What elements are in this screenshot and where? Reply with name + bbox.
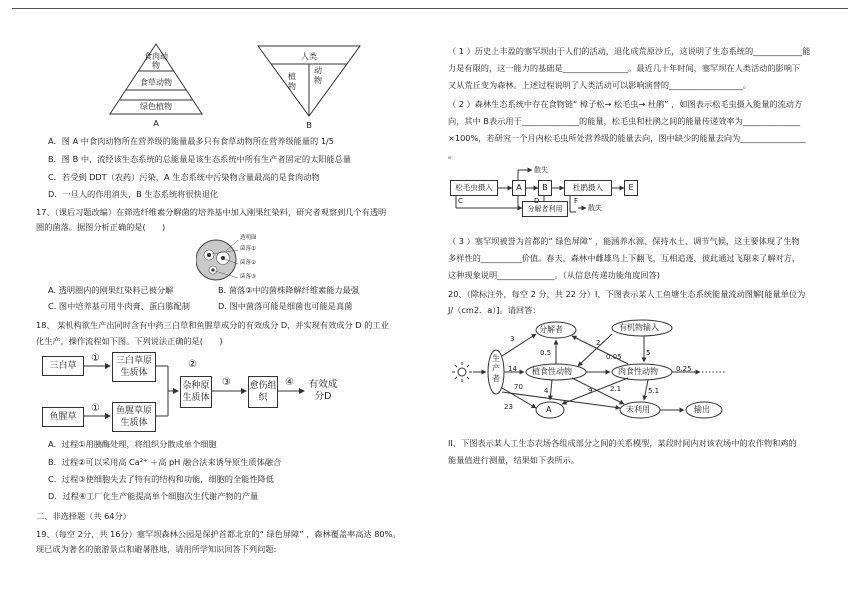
pyramid-a-label: A bbox=[153, 118, 159, 128]
value-70: 70 bbox=[514, 383, 523, 391]
q19-p3-line-2: 多样性的__________价值。春天，森林中雌雄鸟上下翻飞，互相追逐，彼此通过飞翔来了解对方， bbox=[448, 253, 801, 263]
q19-p3-line-1: （ 3 ）塞罕坝被誉为首都的“ 绿色屏障” ，能涵养水源、保持水土、调节气候，这主要体现了生物 bbox=[448, 236, 800, 246]
q19-energy-flow bbox=[450, 160, 650, 226]
value-4: 4 bbox=[544, 387, 549, 395]
value-14: 14 bbox=[508, 365, 517, 373]
pyramid-b-right: 动物 bbox=[314, 66, 322, 85]
node-organic-input: 有机物输入 bbox=[619, 323, 659, 332]
q19-p2-line-3: ×100%，若研究一个月内松毛虫所处营养级的能量去向，图中缺少的能量去向为________________ bbox=[448, 133, 806, 143]
box-hybrid-protoplast: 杂种原生质体 bbox=[180, 376, 212, 408]
flow-box-e: E bbox=[624, 180, 638, 196]
q16-option-a: A．图 A 中食肉动物所在营养级的能量最多只有食草动物所在营养级能量的 1/5 bbox=[48, 136, 334, 146]
q20-part2-line-2: 能量值进行测量，结果如下表所示。 bbox=[448, 455, 580, 465]
node-herbivore: 植食性动物 bbox=[532, 367, 572, 376]
value-23: 23 bbox=[504, 403, 513, 411]
box-herb-1: 三白草 bbox=[42, 356, 84, 376]
value-2-1: 2.1 bbox=[610, 385, 622, 393]
pyramid-b bbox=[254, 40, 364, 132]
pyramid-b-top: 人类 bbox=[301, 52, 317, 61]
q18-stem-2: 化生产，操作流程如下图。下列说法正确的是( ) bbox=[36, 336, 223, 346]
box-product-d: 有效成分D bbox=[306, 376, 340, 406]
flow-box-intake: 松毛虫摄入 bbox=[450, 180, 498, 196]
value-5: 5 bbox=[646, 349, 651, 357]
q19-stem-1: 19、（每空 2分，共 16分）塞罕坝森林公园是保护首都北京的“ 绿色屏障” ，森林覆盖率高达 80%。 bbox=[36, 529, 401, 539]
q18-option-a: A．过程①用胰酶处理，将组织分散成单个细胞 bbox=[48, 439, 217, 449]
value-0-25: 0.25 bbox=[676, 365, 692, 373]
flow-label-d: D bbox=[534, 197, 540, 205]
q18-stem-1: 18、 某机构欲生产出同时含有中药三白草和鱼腥草成分的有效成分 D，并实现有效成分 D 的工业 bbox=[36, 320, 389, 330]
sun-icon bbox=[452, 362, 472, 382]
q20-stem-2: J/（cm2．a）]。请回答： bbox=[448, 305, 541, 315]
q16-option-c: C．若受到 DDT（农药）污染，A 生态系统中污染物含量最高的是食肉动物 bbox=[48, 172, 320, 182]
q19-p1-line-3: 又从荒丘变为森林。上述过程说明了人类活动可以影响演替的__________________。 bbox=[448, 80, 751, 90]
pyramid-a bbox=[96, 40, 216, 132]
value-0-05: 0.05 bbox=[606, 353, 622, 361]
q17-option-c: C. 图中培养基可用牛肉膏、蛋白胨配制 bbox=[48, 301, 190, 311]
pyramid-a-mid: 食草动物 bbox=[140, 78, 172, 87]
pyramid-a-bottom: 绿色植物 bbox=[140, 102, 172, 111]
step-2: ② bbox=[188, 359, 197, 370]
node-decomposer: 分解者 bbox=[539, 325, 563, 334]
q17-option-d: D. 图中菌落可能是细菌也可能是真菌 bbox=[218, 301, 353, 311]
flow-loss-top: 散失 bbox=[534, 166, 548, 174]
dish-label-colony-1: 菌落① bbox=[240, 246, 256, 252]
value-3: 3 bbox=[510, 335, 515, 343]
q16-option-b: B．图 B 中，流经该生态系统的总能量是该生态系统中所有生产者固定的太阳能总量 bbox=[48, 154, 352, 164]
box-callus: 愈伤组织 bbox=[248, 376, 278, 408]
q17-option-b: B. 菌落②中的菌株降解纤维素能力最强 bbox=[218, 285, 359, 295]
value-0-5: 0.5 bbox=[540, 349, 552, 357]
q19-p2-line-2: 向，其中 B表示用于______________的能量，松毛虫和杜鹃之间的能量传递效率为______________ bbox=[448, 116, 801, 126]
q19-p3-line-3: 这种现象说明______________。（从信息传递功能角度回答) bbox=[448, 270, 660, 280]
q19-stem-2: 现已成为著名的旅游景点和避暑胜地，请用所学知识回答下列问题: bbox=[36, 544, 277, 554]
q17-stem-1: 17、（课后习题改编）在筛选纤维素分解菌的培养基中加入刚果红染料，研究者观察到几个有透明 bbox=[36, 207, 387, 217]
flow-box-dujuan-intake: 杜鹃摄入 bbox=[564, 180, 612, 196]
section-2-heading: 二、非选择题（共 64分） bbox=[36, 511, 131, 521]
q20-ecosystem-diagram bbox=[452, 318, 732, 422]
flow-label-f: F bbox=[574, 197, 579, 205]
pyramid-b-label: B bbox=[306, 120, 312, 130]
dish-label-colony-3: 菌落③ bbox=[240, 274, 256, 280]
q19-p2-tail: 。 bbox=[448, 150, 457, 160]
top-rule bbox=[12, 8, 848, 9]
node-carnivore: 肉食性动物 bbox=[618, 367, 658, 376]
pyramid-b-mid: 植物 bbox=[288, 72, 296, 91]
q19-p1-line-2: 力是有限的，这一能力的基础是________________。最近几十年时间，塞罕坝在人类活动的影响下 bbox=[448, 63, 801, 73]
flow-label-c: C bbox=[458, 197, 463, 205]
petri-dish bbox=[196, 236, 276, 286]
box-herb-2: 鱼腥草 bbox=[42, 407, 84, 427]
step-3: ③ bbox=[222, 377, 231, 388]
node-output: 输出 bbox=[694, 405, 710, 414]
box-protoplast-1: 三白草原生质体 bbox=[112, 352, 156, 382]
q16-option-d: D．一旦人的作用消失，B 生态系统将很快退化 bbox=[48, 189, 219, 199]
q18-option-d: D．过程④工厂化生产能提高单个细胞次生代谢产物的产量 bbox=[48, 491, 259, 501]
flow-loss-bottom: 散失 bbox=[588, 204, 602, 212]
q17-option-a: A. 透明圈内的刚果红染料已被分解 bbox=[48, 285, 174, 295]
node-producer: 生产者 bbox=[492, 354, 500, 383]
value-9: 9 bbox=[588, 387, 593, 395]
dish-label-colony-2: 菌落② bbox=[240, 260, 256, 266]
q18-flowchart bbox=[40, 350, 350, 438]
q18-option-c: C．过程③使细胞失去了特有的结构和功能，细胞的全能性降低 bbox=[48, 474, 274, 484]
dish-label-halo: 透明圈 bbox=[240, 235, 257, 241]
step-1-bottom: ① bbox=[91, 403, 100, 414]
q19-p1-line-1: （ 1 ）历史上丰盈的塞罕坝由于人们的活动，退化成荒原沙丘，这说明了生态系统的____________能 bbox=[448, 46, 811, 56]
node-unused: 未利用 bbox=[626, 405, 650, 414]
flow-box-b: B bbox=[538, 180, 552, 196]
q20-stem-1: 20、（除标注外，每空 2 分，共 22 分）I、下图表示某人工鱼塘生态系统能量流动图解[能量单位为 bbox=[448, 289, 806, 299]
step-4: ④ bbox=[285, 377, 294, 388]
q20-part2-line-1: II、下图表示某人工生态农场各组成部分之间的关系模型，某段时间内对该农场中的农作物和鸡的 bbox=[448, 438, 797, 448]
q19-p2-line-1: （ 2 ）森林生态系统中存在食物链“ 樟子松→ 松毛虫→ 杜鹃” ，如图表示松毛虫摄入能量的流动方 bbox=[448, 99, 803, 109]
step-1-top: ① bbox=[91, 353, 100, 364]
q18-option-b: B．过程②可以采用高 Ca²⁺ ＋高 pH 融合法来诱导原生质体融合 bbox=[48, 457, 282, 467]
value-2: 2 bbox=[596, 339, 601, 347]
flow-box-decomposer: 分解者利用 bbox=[522, 201, 568, 217]
flow-box-a: A bbox=[512, 180, 526, 196]
pyramid-a-top: 食肉动物 bbox=[144, 52, 168, 70]
node-a: A bbox=[546, 405, 552, 414]
value-5-1: 5.1 bbox=[648, 387, 660, 395]
box-protoplast-2: 鱼腥草原生质体 bbox=[112, 402, 156, 432]
q17-stem-2: 圈的菌落。据图分析正确的是( ) bbox=[36, 222, 166, 232]
